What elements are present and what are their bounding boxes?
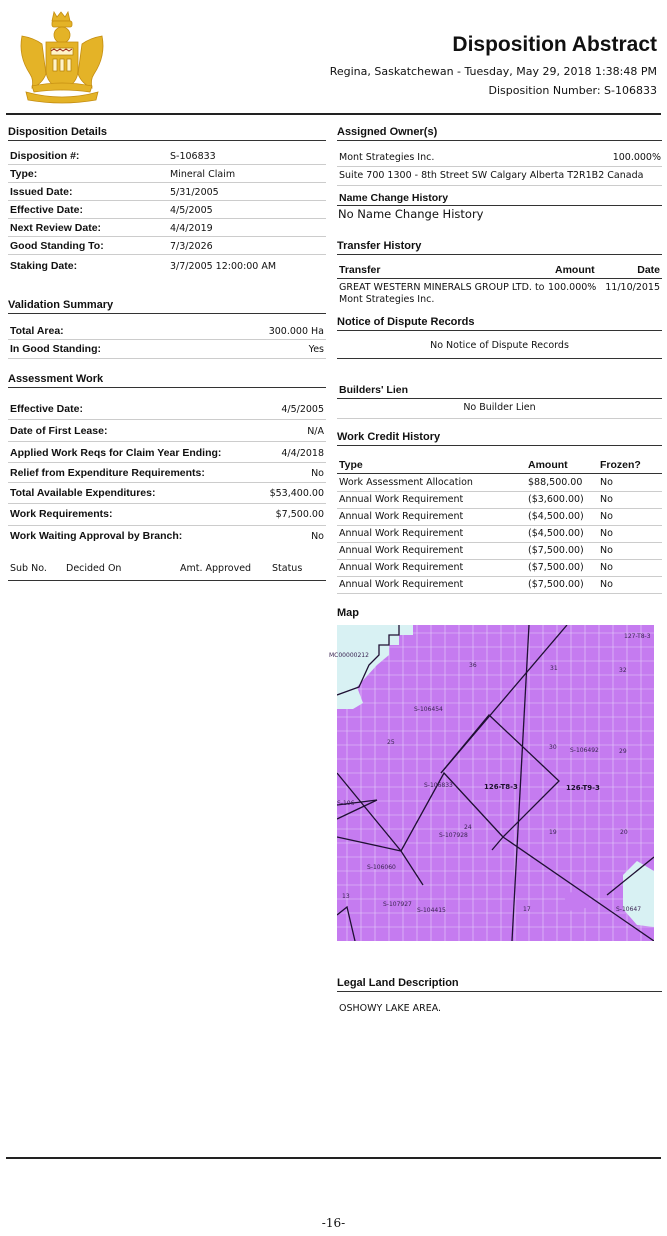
map-label: S-104415 [417,907,446,914]
assessment-label: Relief from Expenditure Requirements: [10,467,205,479]
work-credit-frozen: No [600,494,613,505]
map-label: 126-T8-3 [484,783,518,791]
work-credit-amount: ($4,500.00) [528,511,584,522]
work-credit-type: Annual Work Requirement [339,562,464,573]
detail-value: Mineral Claim [170,169,236,180]
map-label: S-106833 [424,782,453,789]
assessment-value: No [311,468,324,479]
assessment-label: Total Available Expenditures: [10,487,156,499]
detail-label: Staking Date: [10,260,78,272]
assessment-value: No [311,531,324,542]
assessment-label: Date of First Lease: [10,425,108,437]
column-header-sub-no: Sub No. [10,563,47,574]
amount-column-header: Amount [555,264,595,276]
work-credit-frozen: No [600,562,613,573]
footer-rule [6,1157,661,1159]
validation-value: Yes [308,344,324,355]
transfer-history-heading: Transfer History [337,240,662,255]
assigned-owners-section [337,126,662,141]
map-label: 31 [550,665,558,672]
map-label: S-107927 [383,901,412,908]
work-credit-type: Annual Work Requirement [339,494,464,505]
page-number: -16- [321,1216,346,1230]
work-credit-amount: ($7,500.00) [528,562,584,573]
detail-value: 3/7/2005 12:00:00 AM [170,261,277,272]
name-change-history-heading: Name Change History [339,192,449,204]
assessment-label: Work Requirements: [10,508,113,520]
detail-label: Next Review Date: [10,222,102,234]
builders-lien-text: No Builder Lien [463,402,536,413]
column-header-status: Status [272,563,303,574]
column-header-decided-on: Decided On [66,563,122,574]
transfer-history-section [337,240,662,255]
map-label: S-106060 [367,864,396,871]
map-label: 126-T9-3 [566,784,600,792]
work-credit-frozen: No [600,528,613,539]
assigned-owners-heading: Assigned Owner(s) [337,126,662,141]
owner-name: Mont Strategies Inc. [339,152,435,163]
validation-summary-section [8,299,326,314]
work-credit-history-section [337,431,662,446]
frozen-column-header: Frozen? [600,459,641,471]
map-label: 25 [387,739,395,746]
work-credit-type: Annual Work Requirement [339,511,464,522]
assessment-label: Effective Date: [10,403,83,415]
transfer-from: GREAT WESTERN MINERALS GROUP LTD. to [339,282,545,293]
map-label: 13 [342,893,350,900]
assessment-value: N/A [307,426,324,437]
notice-of-dispute-text: No Notice of Dispute Records [430,340,569,351]
work-credit-amount: ($7,500.00) [528,545,584,556]
detail-value: 4/4/2019 [170,223,213,234]
map-label: 19 [549,829,557,836]
map-label: 30 [549,744,557,751]
work-credit-frozen: No [600,545,613,556]
validation-label: In Good Standing: [10,343,101,355]
column-header-amt-approved: Amt. Approved [180,563,252,574]
disposition-details-heading: Disposition Details [8,126,326,141]
work-credit-type: Work Assessment Allocation [339,477,473,488]
assessment-label: Applied Work Reqs for Claim Year Ending: [10,447,222,459]
header-rule [6,113,661,115]
legal-land-description-text: OSHOWY LAKE AREA. [339,1003,442,1014]
validation-summary-heading: Validation Summary [8,299,326,314]
work-credit-type: Annual Work Requirement [339,528,464,539]
page-title: Disposition Abstract [452,33,657,56]
saskatchewan-crest-logo [16,8,108,104]
type-column-header: Type [339,459,363,471]
assessment-value: $53,400.00 [269,488,324,499]
builders-lien-heading: Builders' Lien [339,384,409,396]
map-label: 24 [464,824,472,831]
detail-label: Issued Date: [10,186,73,198]
transfer-date: 11/10/2015 [605,282,660,293]
transfer-column-header: Transfer [339,264,381,276]
detail-label: Disposition #: [10,150,80,162]
assessment-value: $7,500.00 [275,509,324,520]
assessment-value: 4/4/2018 [281,448,324,459]
transfer-amount: 100.000% [548,282,597,293]
map-label: 17 [523,906,531,913]
detail-value: S-106833 [170,151,216,162]
detail-value: 7/3/2026 [170,241,213,252]
work-credit-amount: ($4,500.00) [528,528,584,539]
work-credit-history-heading: Work Credit History [337,431,662,446]
map-label: 36 [469,662,477,669]
name-change-history-text: No Name Change History [338,207,484,221]
legal-land-description-section [337,977,662,992]
legal-land-description-heading: Legal Land Description [337,977,662,992]
notice-of-dispute-section [337,316,662,331]
disposition-details-section [8,126,326,141]
disposition-number: Disposition Number: S-106833 [488,84,657,97]
detail-label: Type: [10,168,38,180]
map-label: 29 [619,748,627,755]
location-date: Regina, Saskatchewan - Tuesday, May 29, 2018 1:38:48 PM [329,65,657,78]
notice-of-dispute-heading: Notice of Dispute Records [337,316,662,331]
map-section [337,607,662,621]
map-heading: Map [337,607,359,619]
map-label: 32 [619,667,627,674]
map-label: 20 [620,829,628,836]
transfer-to: Mont Strategies Inc. [339,294,435,305]
map-label: S-106 [337,800,355,807]
work-credit-type: Annual Work Requirement [339,545,464,556]
map-label: 127-T8-3 [624,633,651,640]
detail-value: 4/5/2005 [170,205,213,216]
work-credit-frozen: No [600,511,613,522]
owner-percent: 100.000% [612,152,661,163]
owner-address: Suite 700 1300 - 8th Street SW Calgary Alberta T2R1B2 Canada [339,170,644,181]
work-credit-type: Annual Work Requirement [339,579,464,590]
map-label: S-106492 [570,747,599,754]
work-credit-frozen: No [600,477,613,488]
assessment-work-section [8,373,326,388]
detail-label: Effective Date: [10,204,83,216]
amount-column-header: Amount [528,459,568,471]
map-label: MC00000212 [329,652,369,659]
map-label: S-106454 [414,706,443,713]
work-credit-amount: ($7,500.00) [528,579,584,590]
map-label: S-10647 [616,906,642,913]
work-credit-frozen: No [600,579,613,590]
date-column-header: Date [637,264,660,276]
validation-label: Total Area: [10,325,64,337]
assessment-label: Work Waiting Approval by Branch: [10,530,183,542]
detail-value: 5/31/2005 [170,187,219,198]
assessment-work-heading: Assessment Work [8,373,326,388]
assessment-value: 4/5/2005 [281,404,324,415]
work-credit-amount: $88,500.00 [528,477,583,488]
work-credit-amount: ($3,600.00) [528,494,584,505]
map-label: S-107928 [439,832,468,839]
detail-label: Good Standing To: [10,240,104,252]
validation-value: 300.000 Ha [268,326,324,337]
